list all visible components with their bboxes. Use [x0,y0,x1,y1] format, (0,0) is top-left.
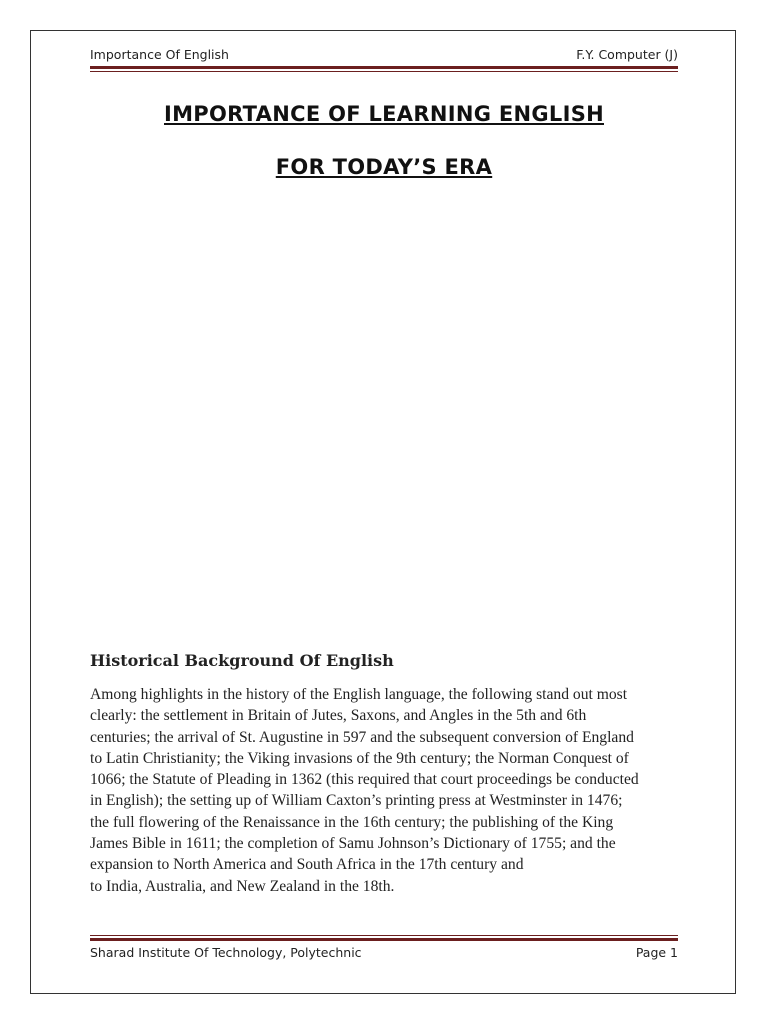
body-line: expansion to North America and South Africa in the 17th century and [90,856,524,874]
body-line: to India, Australia, and New Zealand in the 18th. [90,877,395,895]
main-title-line-1: IMPORTANCE OF LEARNING ENGLISH [164,102,604,126]
header-class-label: F.Y. Computer (J) [576,47,678,62]
body-line: Among highlights in the history of the English language, the following stand out most [90,686,628,703]
header-rule-thick [90,66,678,69]
body-line: the full flowering of the Renaissance in the 16th century; the publishing of the King [90,813,614,831]
body-line: in English); the setting up of William Caxton’s printing press at Westminster in 1476; [90,792,623,810]
body-line: 1066; the Statute of Pleading in 1362 (this required that court proceedings be conducted [90,771,639,789]
footer-institute-name: Sharad Institute Of Technology, Polytechnic [90,945,362,960]
page-footer [90,945,678,963]
footer-rule-thick [90,938,678,941]
body-line: James Bible in 1611; the completion of Samu Johnson’s Dictionary of 1755; and the [90,835,616,853]
section-heading: Historical Background Of English [90,651,394,670]
body-line: centuries; the arrival of St. Augustine in 597 and the subsequent conversion of England [90,728,634,746]
header-rule-thin [90,71,678,72]
page-header [90,47,678,65]
body-line: to Latin Christianity; the Viking invasions of the 9th century; the Norman Conquest of [90,749,629,767]
section-body [90,684,680,897]
footer-page-number: Page 1 [635,945,678,960]
main-title-line-2: FOR TODAY’S ERA [275,155,493,179]
body-line: clearly: the settlement in Britain of Jutes, Saxons, and Angles in the 5th and 6th [90,707,587,725]
footer-rule-thin [90,935,678,936]
header-document-title: Importance Of English [90,47,229,62]
